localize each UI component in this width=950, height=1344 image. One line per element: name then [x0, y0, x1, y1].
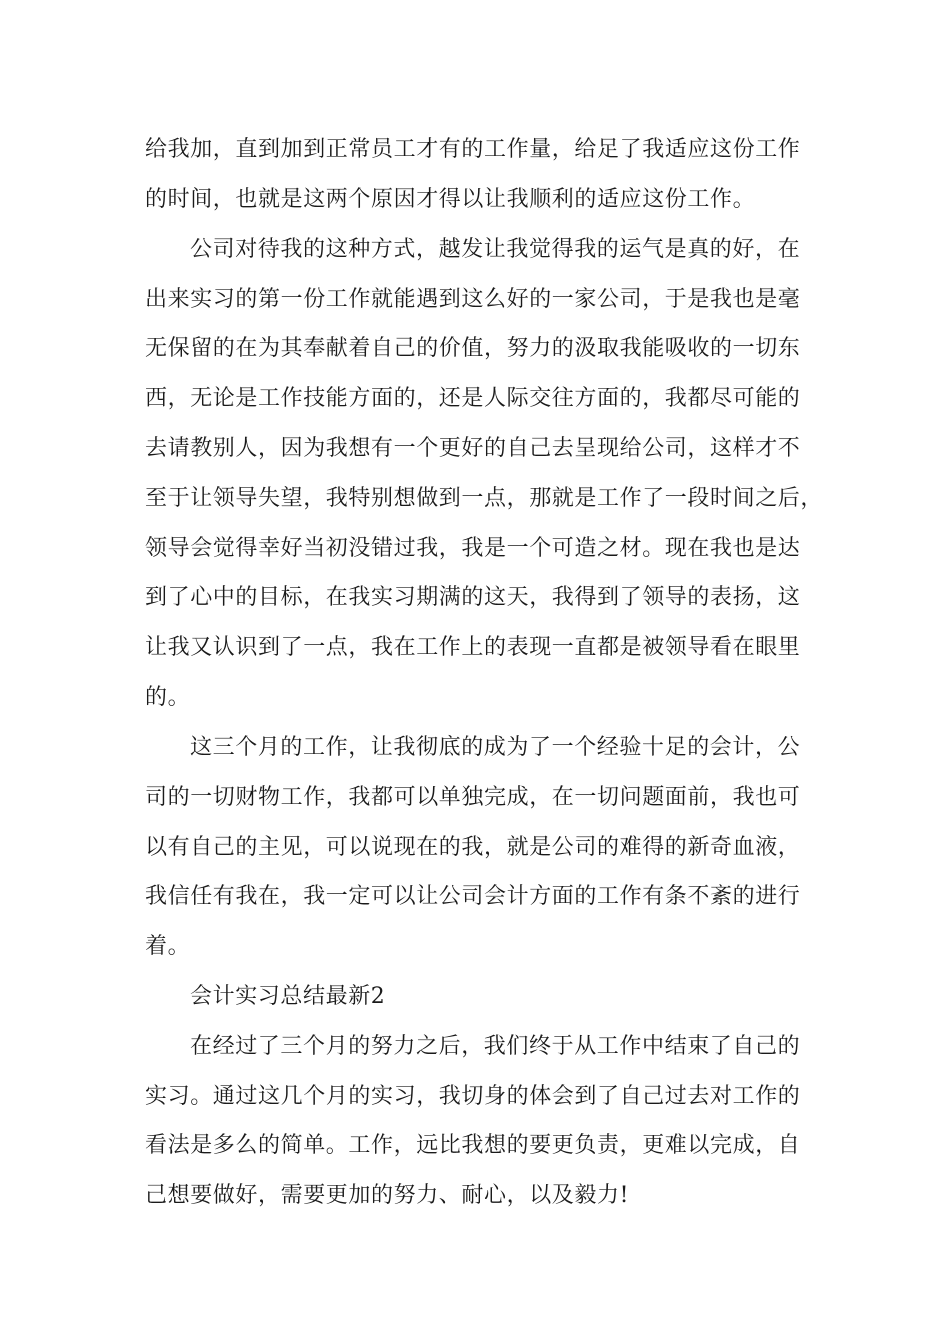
text-line: 己想要做好，需要更加的努力、耐心，以及毅力!	[145, 1183, 630, 1208]
text-line: 西，无论是工作技能方面的，还是人际交往方面的，我都尽可能的	[145, 386, 801, 411]
text-line: 至于让领导失望，我特别想做到一点，那就是工作了一段时间之后，	[145, 486, 824, 511]
text-line: 以有自己的主见，可以说现在的我，就是公司的难得的新奇血液，	[145, 835, 801, 860]
paragraph-first-line: 在经过了三个月的努力之后，我们终于从工作中结束了自己的	[190, 1034, 801, 1059]
paragraph-first-line: 公司对待我的这种方式，越发让我觉得我的运气是真的好，在	[190, 237, 801, 262]
paragraph-first-line: 这三个月的工作，让我彻底的成为了一个经验十足的会计，公	[190, 735, 801, 760]
text-line: 给我加，直到加到正常员工才有的工作量，给足了我适应这份工作	[145, 137, 801, 162]
text-line: 司的一切财物工作，我都可以单独完成，在一切问题面前，我也可	[145, 785, 801, 810]
section-heading: 会计实习总结最新2	[190, 984, 386, 1009]
text-line: 实习。通过这几个月的实习，我切身的体会到了自己过去对工作的	[145, 1084, 801, 1109]
text-line: 着。	[145, 934, 191, 959]
text-line: 看法是多么的简单。工作，远比我想的要更负责，更难以完成，自	[145, 1133, 801, 1158]
text-line: 到了心中的目标，在我实习期满的这天，我得到了领导的表扬，这	[145, 585, 801, 610]
text-line: 去请教别人，因为我想有一个更好的自己去呈现给公司，这样才不	[145, 436, 801, 461]
text-line: 的时间，也就是这两个原因才得以让我顺利的适应这份工作。	[145, 187, 756, 212]
text-line: 出来实习的第一份工作就能遇到这么好的一家公司，于是我也是毫	[145, 287, 801, 312]
text-line: 领导会觉得幸好当初没错过我，我是一个可造之材。现在我也是达	[145, 536, 801, 561]
text-line: 我信任有我在，我一定可以让公司会计方面的工作有条不紊的进行	[145, 884, 801, 909]
text-line: 的。	[145, 685, 191, 710]
text-line: 让我又认识到了一点，我在工作上的表现一直都是被领导看在眼里	[145, 635, 801, 660]
text-line: 无保留的在为其奉献着自己的价值，努力的汲取我能吸收的一切东	[145, 336, 801, 361]
